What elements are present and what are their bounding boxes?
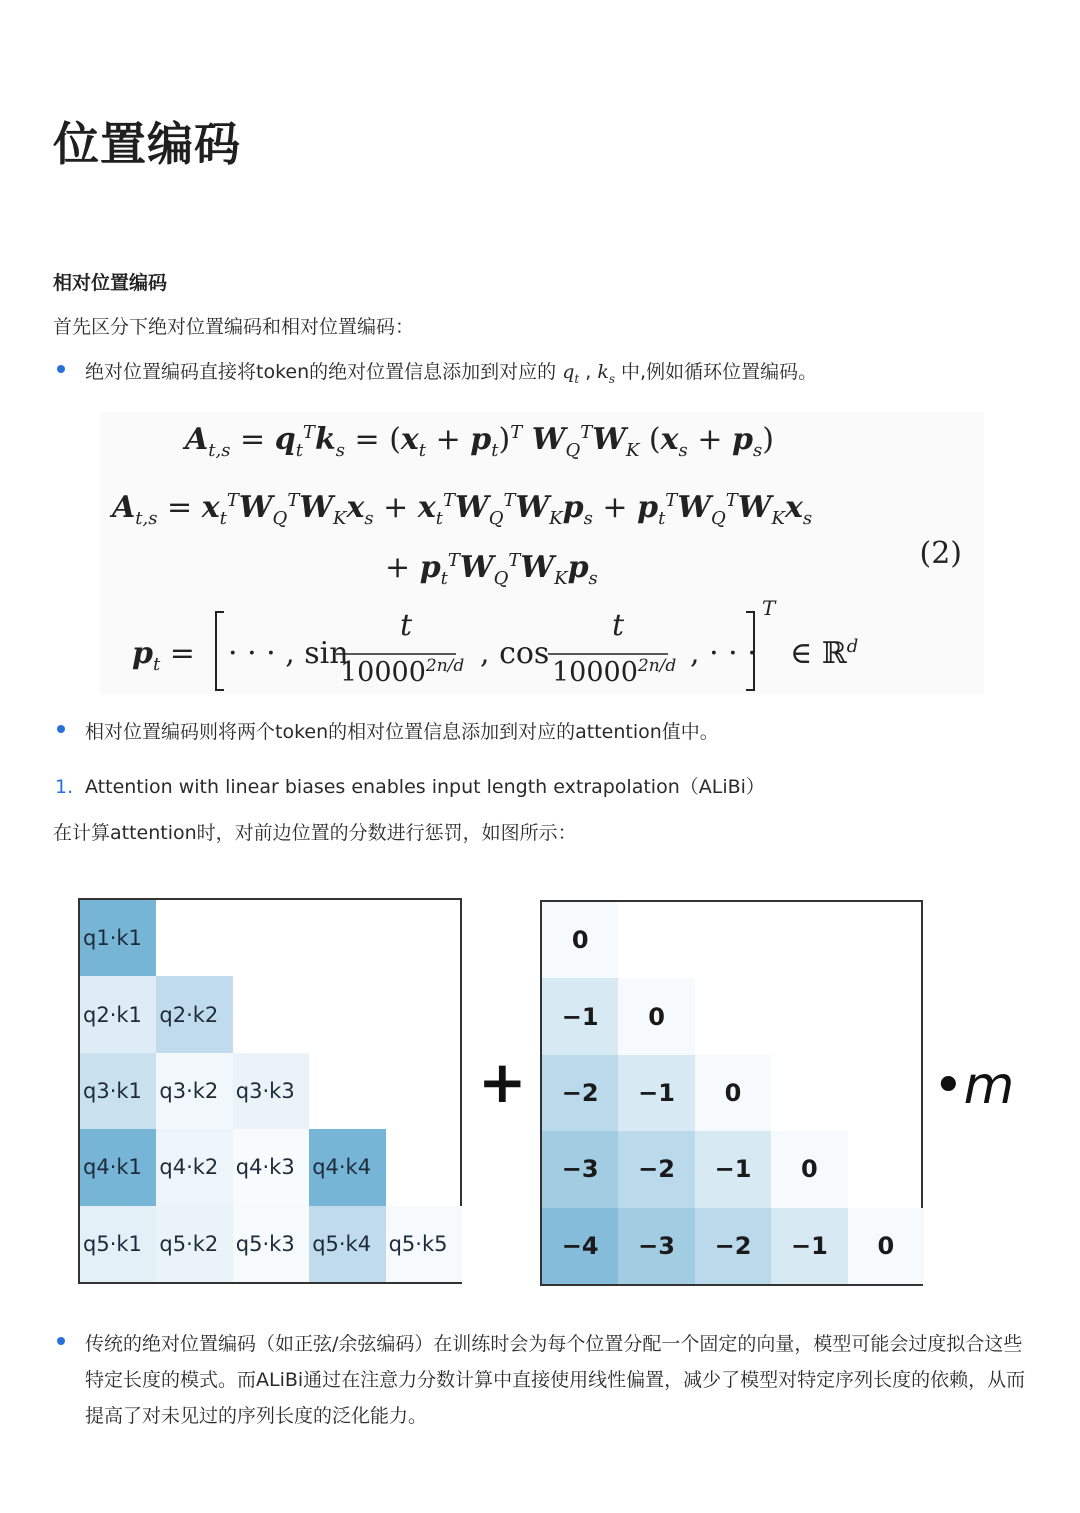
left-attention-matrix — [78, 898, 462, 1284]
bullet-text: 相对位置编码则将两个token的相对位置信息添加到对应的attention值中。 — [85, 721, 719, 743]
page-title: 位置编码 — [53, 117, 241, 171]
math-q: $q_t$ — [562, 361, 580, 386]
left-cell-5-4: q5·k4 — [309, 1206, 385, 1282]
bullet-text-after: 中,例如循环位置编码。 — [615, 361, 818, 383]
formula-frac2-den: $10000^{2n/d}$ — [552, 656, 677, 688]
left-cell-3-3: q3·k3 — [233, 1053, 309, 1129]
right-cell-5-4: −1 — [771, 1208, 847, 1284]
alibi-figure — [78, 898, 1028, 1290]
left-cell-4-2: q4·k2 — [156, 1129, 232, 1205]
penalty-paragraph: 在计算attention时，对前边位置的分数进行惩罚，如图所示： — [53, 822, 577, 844]
math-comma: , — [579, 361, 598, 383]
right-cell-5-2: −3 — [618, 1208, 694, 1284]
right-cell-3-2: −1 — [618, 1055, 694, 1131]
right-cell-1-1: 0 — [542, 902, 618, 978]
formula-block — [100, 412, 984, 694]
right-cell-5-5: 0 — [848, 1208, 924, 1284]
numbered-item-alibi — [53, 769, 1040, 805]
multiplier-m: •m — [933, 1056, 1015, 1116]
formula-line-3: + $p_t^TW_Q^TW_Kp_s$ — [385, 550, 598, 589]
right-cell-5-1: −4 — [542, 1208, 618, 1284]
math-k: $k_s$ — [597, 361, 615, 386]
section-heading: 相对位置编码 — [53, 272, 168, 294]
left-cell-5-5: q5·k5 — [386, 1206, 462, 1282]
plus-sign: + — [478, 1048, 527, 1116]
right-cell-4-1: −3 — [542, 1131, 618, 1207]
left-cell-4-3: q4·k3 — [233, 1129, 309, 1205]
formula-line-4-cos: , cos — [480, 636, 550, 671]
left-cell-3-2: q3·k2 — [156, 1053, 232, 1129]
item-text: Attention with linear biases enables input length extrapolation（ALiBi） — [85, 776, 765, 798]
bullet-dot-icon — [57, 365, 65, 373]
item-number: 1. — [55, 776, 74, 798]
formula-frac1-num: t — [400, 608, 413, 643]
left-cell-1-1: q1·k1 — [80, 900, 156, 976]
left-cell-4-4: q4·k4 — [309, 1129, 385, 1205]
right-cell-4-2: −2 — [618, 1131, 694, 1207]
intro-paragraph: 首先区分下绝对位置编码和相对位置编码： — [53, 316, 415, 338]
left-cell-4-1: q4·k1 — [80, 1129, 156, 1205]
right-cell-3-3: 0 — [695, 1055, 771, 1131]
bullet-text: 传统的绝对位置编码（如正弦/余弦编码）在训练时会为每个位置分配一个固定的向量，模型可能会过度拟合这些特定长度的模式。而ALiBi通过在注意力分数计算中直接使用线性偏置，减少了模型对特定序列长度的依赖，从而提高了对未见过的序列长度的泛化能力。 — [85, 1333, 1026, 1427]
left-cell-3-1: q3·k1 — [80, 1053, 156, 1129]
left-cell-2-2: q2·k2 — [156, 976, 232, 1052]
bullet-text-before: 绝对位置编码直接将token的绝对位置信息添加到对应的 — [85, 361, 557, 383]
right-cell-4-3: −1 — [695, 1131, 771, 1207]
bullet-text — [85, 354, 1040, 397]
right-bias-matrix — [540, 900, 923, 1286]
formula-line-4-dots: , · · · — [690, 636, 757, 671]
bullet-dot-icon — [57, 725, 65, 733]
formula-line-2: $A_{t,s} = x_t^TW_Q^TW_Kx_s + x_t^TW_Q^TW_Kp_s + p_t^TW_Q^TW_Kx_s$ — [112, 490, 813, 529]
left-cell-5-1: q5·k1 — [80, 1206, 156, 1282]
left-cell-2-1: q2·k1 — [80, 976, 156, 1052]
equation-number: (2) — [919, 536, 962, 571]
formula-in-rd: ∈ ℝ$^d$ — [790, 636, 859, 671]
left-cell-5-3: q5·k3 — [233, 1206, 309, 1282]
formula-frac1-den: $10000^{2n/d}$ — [340, 656, 465, 688]
left-cell-5-2: q5·k2 — [156, 1206, 232, 1282]
formula-right-bracket — [740, 608, 770, 694]
bullet-absolute-encoding — [53, 354, 1040, 397]
right-cell-4-4: 0 — [771, 1131, 847, 1207]
bullet-relative-encoding — [53, 714, 1040, 750]
right-cell-2-2: 0 — [618, 978, 694, 1054]
formula-line-1: $A_{t,s} = q_t^Tk_s = (x_t + p_t)^T$ $W_Q^TW_K$ $(x_s + p_s)$ — [185, 422, 774, 461]
formula-transpose: T — [762, 596, 776, 620]
bullet-dot-icon — [57, 1337, 65, 1345]
right-cell-2-1: −1 — [542, 978, 618, 1054]
formula-frac2-num: t — [612, 608, 625, 643]
bullet-alibi-advantage — [53, 1326, 1040, 1434]
right-cell-5-3: −2 — [695, 1208, 771, 1284]
formula-line-4-sin: · · · , sin — [228, 636, 349, 671]
formula-line-4-lhs: $p_t$ = — [132, 636, 195, 675]
right-cell-3-1: −2 — [542, 1055, 618, 1131]
